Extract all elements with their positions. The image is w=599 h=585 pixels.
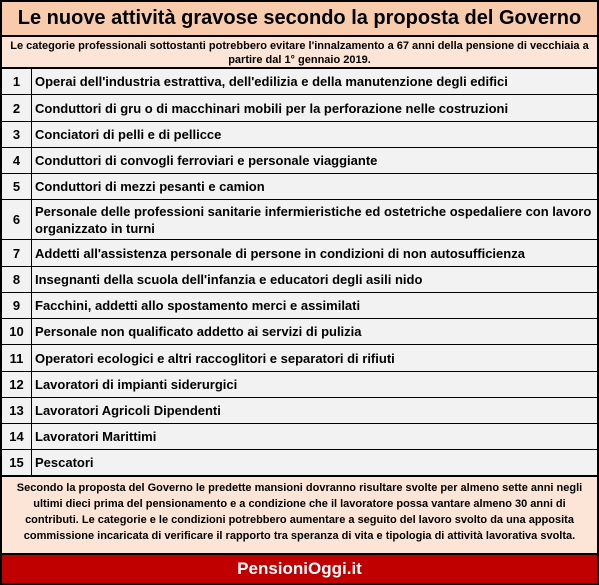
table-row: [2, 293, 597, 319]
row-number: 5: [2, 174, 32, 199]
footer-note: Secondo la proposta del Governo le predette mansioni dovranno risultare svolte per almeno sette anni negli ultimi dieci prima del pensionamento e a condizione che il lavoratore possa vantare almeno 30 anni di contributi. Le categorie e le condizioni potrebbero aumentare a seguito del lavoro svolto da una apposita commissione incaricata di verificare il rapporto tra speranza di vita e tipologia di attività lavorativa svolta.: [2, 476, 597, 555]
table-row: [2, 424, 597, 450]
table-row: [2, 69, 597, 95]
row-category: Insegnanti della scuola dell'infanzia e educatori degli asili nido: [35, 272, 423, 287]
row-number: 1: [2, 69, 32, 94]
row-category: Operai dell'industria estrattiva, dell'edilizia e della manutenzione degli edifici: [35, 74, 508, 89]
row-number: 12: [2, 372, 32, 397]
row-number: 3: [2, 122, 32, 147]
subtitle: Le categorie professionali sottostanti potrebbero evitare l'innalzamento a 67 anni della pensione di vecchiaia a partire dal 1° gennaio 2019.: [2, 37, 597, 69]
row-category: Lavoratori Marittimi: [35, 429, 157, 444]
page-title: Le nuove attività gravose secondo la proposta del Governo: [2, 2, 597, 37]
table-row: [2, 200, 597, 240]
table-row: [2, 148, 597, 174]
row-category: Personale delle professioni sanitarie infermieristiche ed ostetriche ospedaliere con lavoro organizzato in turni: [35, 203, 592, 236]
row-number: 14: [2, 424, 32, 449]
row-number: 2: [2, 95, 32, 121]
row-category: Addetti all'assistenza personale di persone in condizioni di non autosufficienza: [35, 245, 525, 261]
row-number: 11: [2, 345, 32, 371]
row-number: 8: [2, 267, 32, 292]
row-number: 4: [2, 148, 32, 173]
row-category: Personale non qualificato addetto ai servizi di pulizia: [35, 324, 362, 339]
row-number: 15: [2, 450, 32, 475]
table-row: [2, 95, 597, 122]
table-row: [2, 174, 597, 200]
row-category: Conciatori di pelli e di pellicce: [35, 127, 222, 142]
table-row: [2, 398, 597, 424]
row-category: Conduttori di convogli ferroviari e personale viaggiante: [35, 153, 378, 168]
table-row: [2, 267, 597, 293]
table-row: [2, 319, 597, 345]
table-row: [2, 122, 597, 148]
row-number: 10: [2, 319, 32, 344]
row-category: Conduttori di gru o di macchinari mobili per la perforazione nelle costruzioni: [35, 100, 509, 116]
row-category: Pescatori: [35, 455, 94, 470]
table-row: [2, 240, 597, 267]
row-category: Conduttori di mezzi pesanti e camion: [35, 179, 265, 194]
row-number: 6: [2, 200, 32, 239]
row-category: Operatori ecologici e altri raccoglitori e separatori di rifiuti: [35, 350, 395, 366]
table-row: [2, 450, 597, 476]
table-row: [2, 372, 597, 398]
row-number: 7: [2, 240, 32, 266]
row-category: Lavoratori Agricoli Dipendenti: [35, 403, 221, 418]
row-number: 9: [2, 293, 32, 318]
row-number: 13: [2, 398, 32, 423]
row-category: Lavoratori di impianti siderurgici: [35, 377, 238, 392]
brand-footer: PensioniOggi.it: [2, 555, 597, 583]
row-category: Facchini, addetti allo spostamento merci e assimilati: [35, 298, 361, 313]
table-row: [2, 345, 597, 372]
